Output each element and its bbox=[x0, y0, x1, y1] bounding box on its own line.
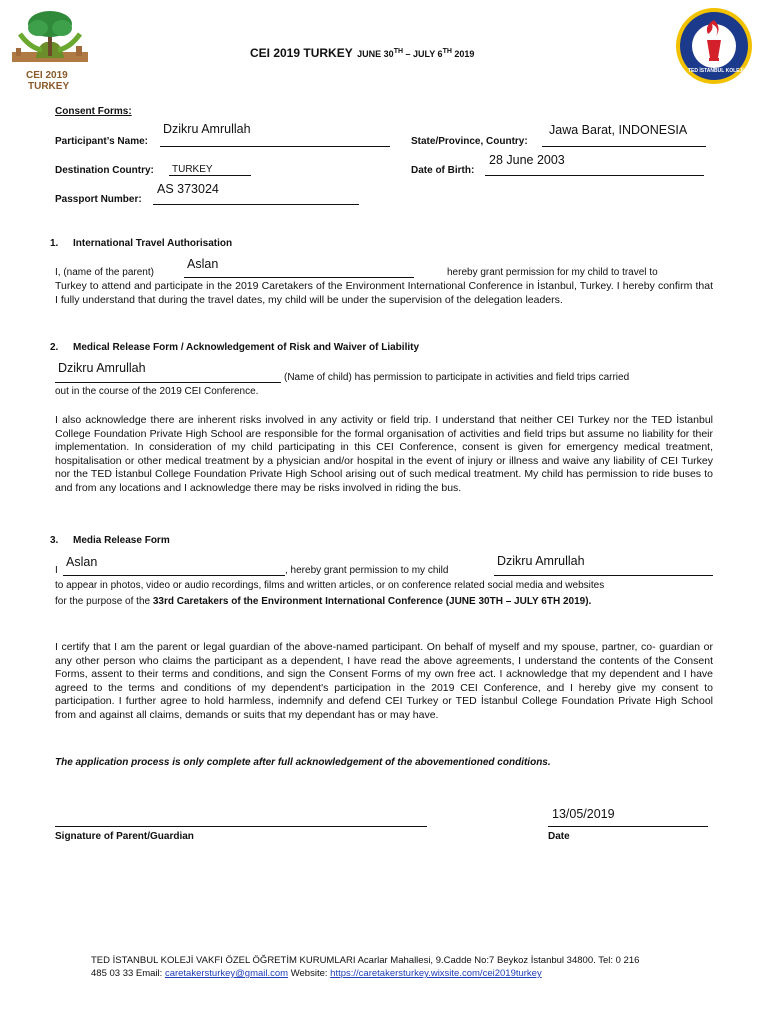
destination-value[interactable]: TURKEY bbox=[172, 164, 213, 175]
section2-child-value[interactable]: Dzikru Amrullah bbox=[58, 361, 146, 375]
section2-number: 2. bbox=[50, 342, 59, 353]
signature-line[interactable] bbox=[55, 826, 427, 827]
section3-number: 3. bbox=[50, 535, 59, 546]
state-line bbox=[542, 146, 706, 147]
certify-paragraph: I certify that I am the parent or legal guardian of the above-named participant. On behalf of myself and my spouse, partner, co- guardian or any other person who claims the participant as a dependent, I have read the above agreements, I understand the contents of the Consent Forms, assent to their terms and conditions, and sign the Consent Forms of my own free act. I acknowledge that my dependent and I have agreed to the terms and conditions of my dependent's participation in the 2019 CEI Conference, and I hereby give my consent to participation. I further agree to hold harmless, indemnify and defend CEI Turkey or TED İstanbul College Foundation Private High School from and against all claims, demands or suits that my dependant has or may have. bbox=[55, 641, 713, 721]
cei-logo bbox=[6, 8, 94, 92]
dob-label: Date of Birth: bbox=[411, 165, 475, 176]
footer-email-link[interactable]: caretakersturkey@gmail.com bbox=[164, 968, 289, 979]
section1-parent-value[interactable]: Aslan bbox=[187, 257, 219, 271]
section2-title: Medical Release Form / Acknowledgement of Risk and Waiver of Liability bbox=[73, 342, 420, 353]
state-value[interactable]: Jawa Barat, INDONESIA bbox=[549, 123, 688, 137]
dob-line bbox=[485, 175, 704, 176]
participant-name-value[interactable]: Dzikru Amrullah bbox=[163, 122, 251, 136]
section3-child-value[interactable]: Dzikru Amrullah bbox=[497, 554, 585, 568]
section3-title: Media Release Form bbox=[73, 535, 170, 546]
date-line bbox=[548, 826, 708, 827]
section1-title: International Travel Authorisation bbox=[73, 238, 233, 249]
ted-emblem-icon bbox=[674, 6, 754, 86]
section1-parent-line bbox=[184, 277, 414, 278]
consent-heading: Consent Forms: bbox=[55, 106, 132, 117]
title-date-end: – JULY 6 bbox=[403, 49, 443, 59]
section1-number: 1. bbox=[50, 238, 59, 249]
section3-parent-value[interactable]: Aslan bbox=[66, 555, 98, 569]
section2-line2: out in the course of the 2019 CEI Conference. bbox=[55, 386, 259, 397]
section3-line1-start: I bbox=[55, 565, 58, 576]
date-value[interactable]: 13/05/2019 bbox=[552, 807, 615, 821]
application-note: The application process is only complete after full acknowledgement of the abovementioned conditions. bbox=[55, 757, 551, 768]
section3-line1-mid: , hereby grant permission to my child bbox=[285, 565, 449, 576]
section3-parent-line bbox=[63, 575, 285, 576]
section3-child-line bbox=[494, 575, 713, 576]
tree-logo-icon bbox=[6, 8, 94, 70]
section2-line1: (Name of child) has permission to participate in activities and field trips carried bbox=[284, 372, 630, 383]
section1-line1-start: I, (name of the parent) bbox=[55, 267, 154, 278]
footer-website-label: Website: bbox=[288, 968, 331, 979]
dob-value[interactable]: 28 June 2003 bbox=[489, 153, 565, 167]
ted-logo bbox=[674, 6, 754, 86]
footer-website-link[interactable]: https://caretakersturkey.wixsite.com/cei2019turkey bbox=[330, 968, 542, 979]
date-label: Date bbox=[548, 831, 570, 842]
title-main: CEI 2019 TURKEY bbox=[250, 46, 353, 60]
title-sup2: TH bbox=[442, 48, 452, 55]
title-sup1: TH bbox=[393, 48, 404, 55]
title-year: 2019 bbox=[451, 49, 475, 59]
destination-label: Destination Country: bbox=[55, 165, 154, 176]
logo-text-line2: TURKEY bbox=[28, 81, 70, 92]
page-title bbox=[250, 44, 474, 62]
participant-name-line bbox=[160, 146, 390, 147]
participant-label: Participant’s Name: bbox=[55, 136, 148, 147]
passport-line bbox=[153, 204, 359, 205]
section3-line3-start: for the purpose of the bbox=[55, 596, 153, 607]
passport-value[interactable]: AS 373024 bbox=[157, 182, 219, 196]
section3-line3-bold: 33rd Caretakers of the Environment International Conference (JUNE 30TH – JULY 6TH 2019). bbox=[152, 596, 592, 607]
footer-address: TED İSTANBUL KOLEJİ VAKFI ÖZEL ÖĞRETİM KURUMLARI Acarlar Mahallesi, 9.Cadde No:7 Beykoz İstanbul 34800. Tel: 0 216 bbox=[91, 955, 640, 966]
section2-child-line bbox=[55, 382, 281, 383]
title-date-start: JUNE 30 bbox=[357, 49, 394, 59]
section1-body: Turkey to attend and participate in the 2019 Caretakers of the Environment International Conference in İstanbul, Turkey. I hereby confirm that I fully understand that during the travel dates, my child will be under the supervision of the delegation leaders. bbox=[55, 280, 713, 306]
footer bbox=[91, 954, 691, 980]
logo-text-line1: CEI 2019 bbox=[26, 70, 68, 81]
passport-label: Passport Number: bbox=[55, 194, 142, 205]
section1-line1-end: hereby grant permission for my child to travel to bbox=[447, 267, 658, 278]
signature-label: Signature of Parent/Guardian bbox=[55, 831, 194, 842]
section2-body: I also acknowledge there are inherent risks involved in any activity or field trip. I understand that neither CEI Turkey nor the TED İstanbul College Foundation Private High School are responsible for the formal organisation of activities and field trips but assume no liability for their implementation. In consideration of my child participating in this CEI Conference, consent is given for emergency medical treatment, hospitalisation or other medical treatment by a physician and/or hospital in the event of injury or illness and waive any liability of CEI Turkey nor the TED İstanbul College Foundation Private High School arising out of such medical treatment. My child has permission to ride buses to and from any locations and I acknowledge there may be risks involved in riding the bus. bbox=[55, 414, 713, 494]
ted-ring-text: TED İSTANBUL KOLEJİ bbox=[688, 68, 744, 74]
destination-line bbox=[169, 175, 251, 176]
footer-contact bbox=[91, 967, 691, 980]
section3-line3 bbox=[55, 596, 591, 607]
section3-line2: to appear in photos, video or audio recordings, films and written articles, or on conference related social media and websites bbox=[55, 580, 605, 591]
state-label: State/Province, Country: bbox=[411, 136, 528, 147]
footer-phone: 485 03 33 Email: bbox=[91, 968, 165, 979]
